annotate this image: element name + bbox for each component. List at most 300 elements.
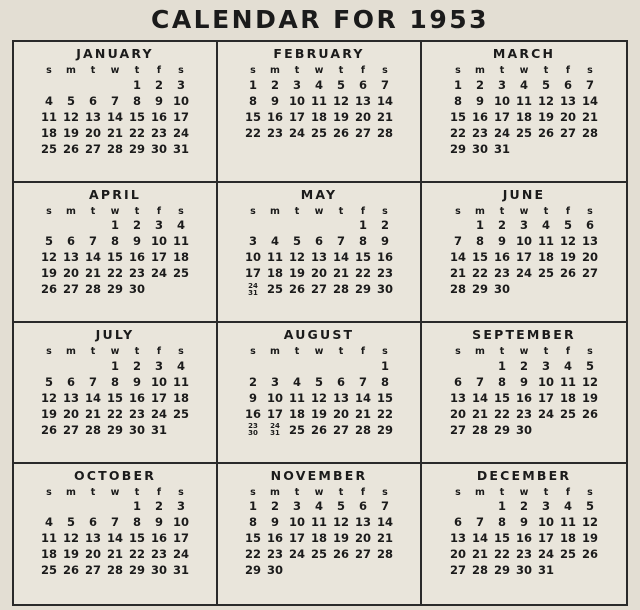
day-cell: 10 [244,250,261,264]
weekday-header-row [38,64,192,77]
weekday-header: t [338,486,344,498]
day-cell: 22 [244,547,261,561]
week-row [447,266,601,282]
day-cell-empty [170,422,192,438]
day-cell: 22 [493,406,510,421]
weekday-header: w [110,486,120,498]
week-row [447,109,601,125]
day-cell: 27 [581,266,598,280]
day-cell: 1 [358,218,367,232]
month-block [422,42,626,183]
month-name: AUGUST [283,327,355,342]
weekday-header: f [156,346,162,357]
day-cell: 28 [84,422,101,437]
day-cell: 21 [471,406,488,421]
day-cell: 29 [493,563,510,577]
day-cell: 3 [292,499,301,513]
day-cell: 28 [106,141,123,156]
week-row [447,282,601,298]
day-cell: 20 [332,406,349,421]
day-cell: 2 [154,77,163,92]
day-cell: 23 [471,125,488,140]
week-row [447,125,601,141]
day-cell: 17 [266,406,283,421]
month-table [447,486,601,579]
day-cell: 9 [270,93,279,108]
day-cell: 9 [154,93,163,108]
day-cell: 30 [515,422,532,437]
week-row [242,218,396,234]
weekday-header: s [250,346,256,357]
weekday-header: s [46,65,52,76]
day-cell: 6 [88,515,97,529]
weekday-header: t [90,346,96,357]
day-cell: 25 [266,282,283,296]
day-cell: 14 [376,93,393,108]
day-cell: 28 [471,422,488,437]
day-cell: 25 [559,406,576,421]
weekday-header: s [250,486,256,498]
day-cell: 10 [172,93,189,108]
day-cell: 23 [266,125,283,140]
day-cell: 21 [449,266,466,280]
day-cell: 19 [288,266,305,280]
week-row [447,358,601,374]
day-cell: 16 [150,109,167,124]
day-cell: 18 [172,390,189,405]
day-cell: 12 [62,531,79,545]
day-cell: 25 [40,141,57,156]
weekday-header: m [270,486,280,498]
day-cell: 21 [332,266,349,280]
day-cell: 5 [44,234,53,248]
day-cell: 6 [336,374,345,389]
day-cell: 11 [266,250,283,264]
day-cell: 24 [172,125,189,140]
day-cell: 3 [497,77,506,92]
day-cell: 18 [515,109,532,124]
day-cell: 24 [537,547,554,561]
day-cell: 24 [493,125,510,140]
day-cell: 2 [270,77,279,92]
day-cell: 21 [376,531,393,545]
week-row [38,547,192,563]
weekday-header: t [294,65,300,76]
day-cell: 18 [266,266,283,280]
week-row [242,531,396,547]
day-cell: 11 [310,93,327,108]
day-cell: 2 [475,77,484,92]
week-row [242,141,396,157]
day-cell: 8 [110,234,119,248]
day-cell-empty [286,358,308,374]
day-cell: 20 [84,547,101,561]
day-cell: 7 [110,93,119,108]
weekday-header: t [134,65,140,76]
day-cell: 23 [493,266,510,280]
month-table [242,205,396,298]
month-name: JULY [95,327,135,342]
day-cell: 13 [84,531,101,545]
day-cell: 22 [376,406,393,421]
week-row [447,141,601,157]
day-cell-empty [104,77,126,93]
month-grid [12,40,628,606]
day-cell: 15 [128,531,145,545]
day-cell: 30 [376,282,393,296]
weekday-header: w [519,205,529,217]
weekday-header: s [382,486,388,498]
day-cell: 13 [332,390,349,405]
weekday-header: s [455,486,461,498]
day-cell: 16 [515,531,532,545]
weekday-header: s [178,486,184,498]
day-cell: 26 [332,125,349,140]
day-cell: 5 [336,77,345,92]
weekday-header: s [382,346,388,357]
day-cell: 15 [493,390,510,405]
week-row [38,125,192,141]
day-cell: 22 [354,266,371,280]
day-cell: 6 [453,515,462,529]
day-cell-empty [242,218,264,234]
day-cell-empty [242,141,264,157]
day-cell: 19 [581,390,598,405]
weekday-header: s [382,205,388,217]
day-cell: 6 [358,77,367,92]
week-row [38,422,192,438]
weekday-header: m [475,205,485,217]
day-cell: 3 [270,374,279,389]
day-cell: 8 [248,515,257,529]
day-cell: 4 [563,358,572,373]
day-cell: 3 [154,358,163,373]
day-cell: 17 [150,250,167,264]
day-cell: 8 [248,93,257,108]
week-row [38,390,192,406]
weekday-header: m [475,486,485,498]
day-cell: 5 [563,218,572,232]
day-cell: 30 [493,282,510,296]
day-cell [242,422,264,438]
day-cell: 27 [62,282,79,296]
day-cell: 14 [84,390,101,405]
day-cell: 20 [354,531,371,545]
day-cell: 5 [585,358,594,373]
week-row [242,390,396,406]
day-cell: 7 [336,234,345,248]
day-cell: 12 [40,390,57,405]
day-cell: 30 [128,282,145,296]
day-cell: 15 [376,390,393,405]
month-table [38,486,192,579]
day-cell-empty [38,77,60,93]
day-cell-empty [242,358,264,374]
day-cell: 18 [310,531,327,545]
stacked-day-number: 24 31 [270,422,280,437]
day-cell: 11 [515,93,532,108]
day-cell: 25 [559,547,576,561]
day-cell: 3 [292,77,301,92]
day-cell: 17 [172,531,189,545]
day-cell-empty [579,141,601,157]
day-cell: 22 [493,547,510,561]
day-cell: 1 [132,499,141,513]
month-table [447,345,601,438]
day-cell: 9 [475,93,484,108]
day-cell: 2 [132,358,141,373]
day-cell: 6 [66,234,75,248]
weekday-header: s [250,65,256,76]
month-block [422,183,626,324]
month-block [218,183,422,324]
weekday-header: m [475,65,485,76]
day-cell: 2 [132,218,141,232]
day-cell: 20 [84,125,101,140]
day-cell-empty [286,141,308,157]
month-block [14,42,218,183]
day-cell: 9 [154,515,163,529]
month-block [14,323,218,464]
week-row [447,406,601,422]
day-cell: 22 [471,266,488,280]
day-cell-empty [330,358,352,374]
day-cell-empty [557,282,579,298]
week-row [242,234,396,250]
week-row [447,390,601,406]
month-block [14,464,218,605]
day-cell-empty [557,141,579,157]
day-cell: 26 [581,547,598,561]
day-cell: 29 [106,422,123,437]
day-cell: 17 [288,109,305,124]
day-cell: 14 [332,250,349,264]
day-cell: 13 [559,93,576,108]
day-cell: 14 [581,93,598,108]
day-cell: 13 [62,250,79,264]
day-cell: 23 [150,125,167,140]
month-table [242,345,396,438]
day-cell: 1 [497,499,506,513]
day-cell-empty [374,141,396,157]
weekday-header: m [270,205,280,217]
day-cell: 16 [515,390,532,405]
day-cell: 24 [288,547,305,561]
weekday-header: m [66,65,76,76]
day-cell: 7 [380,77,389,92]
day-cell: 25 [288,422,305,437]
day-cell: 15 [244,531,261,545]
day-cell: 17 [244,266,261,280]
day-cell-empty [82,218,104,234]
day-cell: 12 [559,234,576,248]
week-row [38,515,192,531]
day-cell: 4 [292,374,301,389]
day-cell: 4 [44,515,53,529]
day-cell: 6 [88,93,97,108]
day-cell: 1 [248,77,257,92]
week-row [242,422,396,438]
weekday-header: s [587,65,593,76]
month-table [242,486,396,579]
day-cell: 1 [497,358,506,373]
day-cell: 28 [376,547,393,561]
week-row [242,563,396,579]
day-cell: 19 [310,406,327,421]
day-cell-empty [60,218,82,234]
weekday-header: t [90,205,96,217]
week-row [38,93,192,109]
day-cell: 25 [40,563,57,577]
day-cell-empty [60,358,82,374]
day-cell: 10 [515,234,532,248]
weekday-header: t [499,486,505,498]
day-cell: 27 [84,563,101,577]
day-cell: 4 [519,77,528,92]
day-cell-empty [535,422,557,438]
day-cell: 23 [515,406,532,421]
weekday-header: t [294,346,300,357]
weekday-header: m [66,346,76,357]
day-cell: 26 [332,547,349,561]
day-cell: 18 [40,547,57,561]
week-row [447,422,601,438]
day-cell-empty [82,499,104,515]
weekday-header: s [455,65,461,76]
day-cell: 28 [354,422,371,437]
day-cell: 12 [288,250,305,264]
day-cell: 12 [332,93,349,108]
day-cell: 1 [110,358,119,373]
weekday-header: m [66,486,76,498]
weekday-header: m [66,205,76,217]
weekday-header: t [338,65,344,76]
day-cell: 5 [314,374,323,389]
day-cell: 26 [40,282,57,296]
day-cell: 19 [581,531,598,545]
day-cell: 15 [106,390,123,405]
day-cell: 30 [150,563,167,577]
weekday-header: t [134,205,140,217]
day-cell: 20 [62,266,79,280]
day-cell: 21 [106,547,123,561]
day-cell: 9 [380,234,389,248]
weekday-header-row [447,345,601,358]
weekday-header: s [178,65,184,76]
weekday-header: f [565,486,571,498]
day-cell: 13 [354,515,371,529]
weekday-header-row [38,486,192,499]
day-cell: 25 [172,406,189,421]
day-cell-empty [82,77,104,93]
day-cell: 14 [471,390,488,405]
day-cell: 30 [128,422,145,437]
day-cell-empty [330,218,352,234]
day-cell: 19 [62,125,79,140]
day-cell: 8 [132,93,141,108]
day-cell: 26 [559,266,576,280]
day-cell: 7 [88,234,97,248]
day-cell-empty [82,358,104,374]
day-cell: 2 [380,218,389,232]
day-cell: 22 [106,266,123,280]
day-cell: 21 [84,406,101,421]
day-cell: 7 [475,515,484,529]
day-cell: 20 [581,250,598,264]
day-cell-empty [579,282,601,298]
week-row [242,109,396,125]
month-block [218,464,422,605]
weekday-header: f [360,346,366,357]
day-cell-empty [286,563,308,579]
day-cell: 13 [449,390,466,405]
weekday-header: w [110,205,120,217]
weekday-header: s [455,205,461,217]
day-cell: 21 [471,547,488,561]
day-cell-empty [352,358,374,374]
day-cell: 24 [537,406,554,421]
day-cell: 28 [332,282,349,296]
day-cell-empty [38,499,60,515]
weekday-header: t [338,346,344,357]
day-cell: 21 [354,406,371,421]
day-cell-empty [60,499,82,515]
day-cell: 2 [519,499,528,513]
day-cell: 23 [150,547,167,561]
day-cell: 29 [128,563,145,577]
day-cell: 1 [475,218,484,232]
day-cell: 30 [471,141,488,156]
day-cell: 11 [537,234,554,248]
day-cell-empty [38,358,60,374]
day-cell: 10 [266,390,283,405]
day-cell: 24 [172,547,189,561]
week-row [447,531,601,547]
month-table [38,64,192,157]
month-name: NOVEMBER [270,467,368,483]
week-row [242,77,396,93]
day-cell: 2 [270,499,279,513]
day-cell: 3 [176,499,185,513]
day-cell-empty [308,141,330,157]
weekday-header: f [360,486,366,498]
weekday-header: t [134,486,140,498]
day-cell: 8 [453,93,462,108]
weekday-header: f [156,65,162,76]
day-cell: 24 [150,406,167,421]
day-cell: 22 [106,406,123,421]
weekday-header: f [565,205,571,217]
week-row [242,499,396,515]
day-cell: 16 [128,250,145,264]
day-cell: 28 [376,125,393,140]
day-cell: 15 [244,109,261,124]
day-cell: 20 [354,109,371,124]
day-cell-empty [447,358,469,374]
weekday-header: t [543,486,549,498]
weekday-header: s [382,65,388,76]
day-cell: 5 [292,234,301,248]
day-cell-empty [535,141,557,157]
day-cell: 31 [172,141,189,156]
day-cell: 14 [106,531,123,545]
day-cell: 28 [449,282,466,296]
day-cell: 25 [310,125,327,140]
day-cell: 17 [515,250,532,264]
day-cell: 1 [248,499,257,513]
day-cell: 5 [66,93,75,108]
stacked-day-number: 23 30 [248,422,258,437]
